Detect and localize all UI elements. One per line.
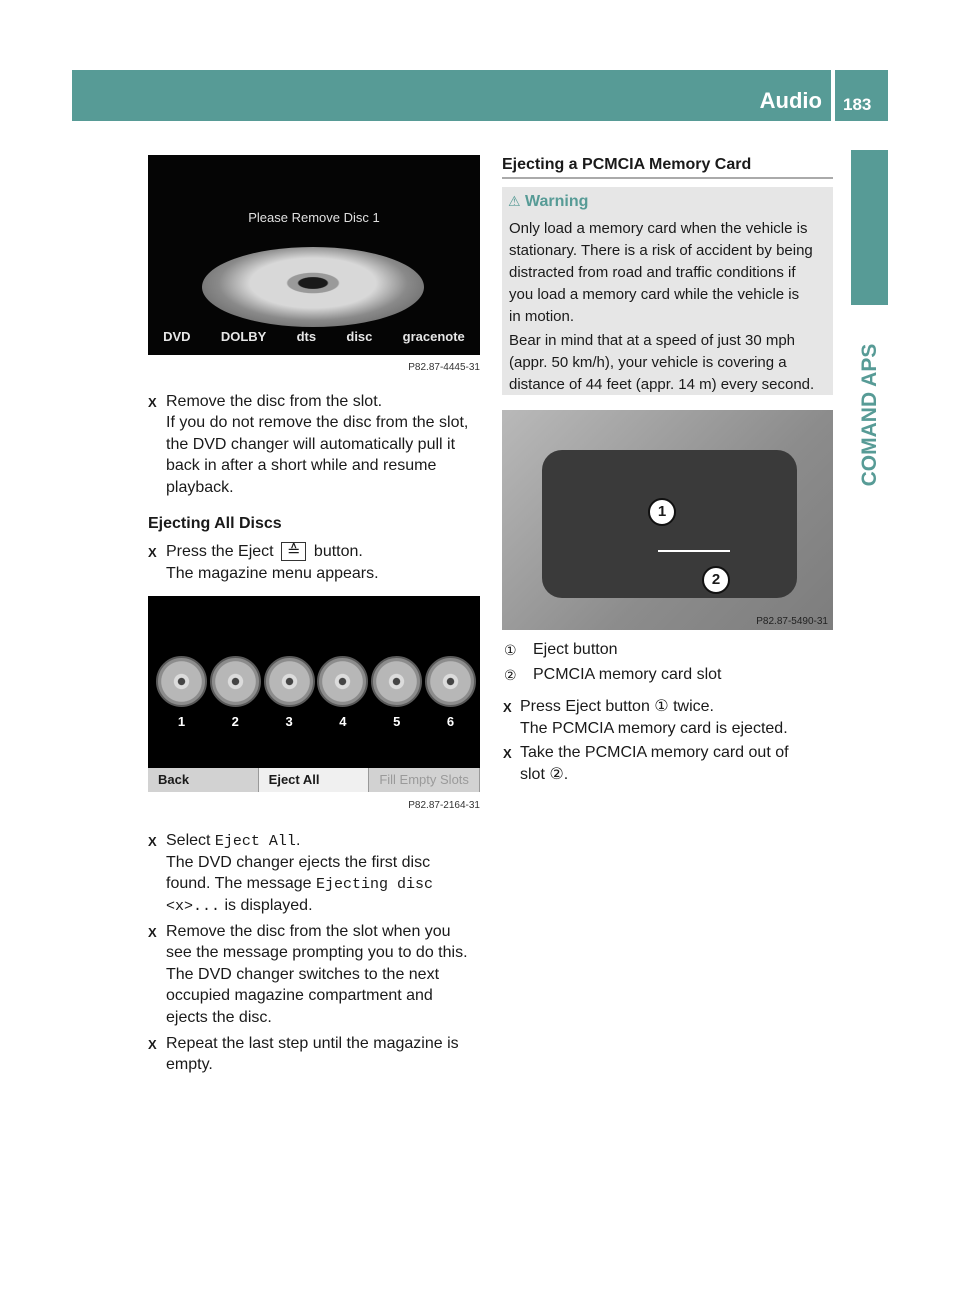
- warning-text: Only load a memory card when the vehicle is: [509, 220, 808, 237]
- step-text: If you do not remove the disc from the slot,: [166, 414, 469, 431]
- step-text: the DVD changer will automatically pull it: [166, 436, 456, 453]
- step-marker: X: [503, 700, 512, 715]
- legend-number-icon: ①: [504, 642, 517, 658]
- step-text: Remove the disc from the slot when you: [166, 923, 451, 940]
- step-marker: X: [148, 925, 157, 940]
- dts-logo: dts: [296, 328, 317, 344]
- step-text: The DVD changer switches to the next: [166, 966, 440, 983]
- remove-disc-screen-image: [148, 155, 480, 355]
- disc-graphic: [202, 247, 424, 327]
- heading-rule: [502, 177, 833, 179]
- dvd-logo: DVD: [163, 328, 191, 344]
- disc-slot-icon: [317, 656, 368, 707]
- warning-text: distance of 44 feet (appr. 14 m) every second.: [509, 376, 815, 393]
- warning-text: you load a memory card while the vehicle is: [509, 286, 800, 303]
- step-text: found. The message Ejecting disc: [166, 875, 434, 893]
- warning-title: Warning: [525, 193, 589, 210]
- slot-number: 5: [393, 714, 401, 729]
- section-heading: Ejecting a PCMCIA Memory Card: [502, 156, 752, 173]
- warning-text: in motion.: [509, 308, 575, 325]
- fill-empty-slots-button: Fill Empty Slots: [369, 768, 480, 792]
- step-text: playback.: [166, 479, 234, 496]
- figure-caption: P82.87-2164-31: [408, 800, 480, 811]
- warning-text: distracted from road and traffic conditions if: [509, 264, 796, 281]
- compact-disc-logo: disc: [346, 328, 373, 344]
- section-heading: Ejecting All Discs: [148, 515, 282, 532]
- header-separator: [831, 70, 835, 121]
- step-text: The PCMCIA memory card is ejected.: [520, 720, 788, 737]
- disc-slot-icon: [371, 656, 422, 707]
- step-marker: X: [148, 834, 157, 849]
- step-text: Select Eject All.: [166, 832, 301, 850]
- disc-slot-icon: [264, 656, 315, 707]
- slot-number: 2: [231, 714, 239, 729]
- step-text: empty.: [166, 1056, 213, 1073]
- screen-message: Please Remove Disc 1: [248, 210, 380, 225]
- dolby-logo: DOLBY: [220, 328, 267, 344]
- format-logos: [148, 317, 480, 355]
- slot-number: 1: [177, 714, 186, 729]
- magazine-menu-screen-image: [148, 596, 480, 792]
- eject-icon: ≙: [281, 542, 306, 561]
- section-tab: [851, 150, 888, 305]
- slot-indicator-line: [658, 550, 730, 552]
- page-number: 183: [843, 95, 872, 114]
- step-marker: X: [503, 746, 512, 761]
- console-panel: [542, 450, 797, 598]
- back-button: Back: [148, 768, 259, 792]
- step-text: <x>... is displayed.: [166, 897, 313, 915]
- legend-text: Eject button: [533, 641, 618, 658]
- disc-slot-icon: [210, 656, 261, 707]
- step-marker: X: [148, 1037, 157, 1052]
- section-label: COMAND APS: [857, 343, 881, 487]
- warning-text: stationary. There is a risk of accident by being: [509, 242, 813, 259]
- step-text: Press Eject button ① twice.: [520, 698, 714, 715]
- warning-icon: ⚠: [508, 193, 521, 209]
- figure-caption: P82.87-4445-31: [408, 362, 480, 373]
- step-text: back in after a short while and resume: [166, 457, 437, 474]
- step-text: The magazine menu appears.: [166, 565, 379, 582]
- disc-slot-icon: [425, 656, 476, 707]
- step-text: occupied magazine compartment and: [166, 987, 433, 1004]
- disc-slot-icon: [156, 656, 207, 707]
- eject-all-button: Eject All: [259, 768, 370, 792]
- slot-number: 4: [339, 714, 347, 729]
- page-title: Audio: [759, 88, 822, 113]
- legend-text: PCMCIA memory card slot: [533, 666, 722, 683]
- step-text: see the message prompting you to do this.: [166, 944, 468, 961]
- step-text: Press the Eject ≙ button.: [166, 543, 363, 560]
- gracenote-logo: gracenote: [402, 328, 465, 344]
- legend-number-icon: ②: [504, 667, 517, 683]
- slot-number: 6: [446, 714, 455, 729]
- step-marker: X: [148, 545, 157, 560]
- warning-text: (appr. 50 km/h), your vehicle is covering a: [509, 354, 787, 371]
- slot-number: 3: [285, 714, 293, 729]
- step-text: Take the PCMCIA memory card out of: [520, 744, 789, 761]
- step-text: Remove the disc from the slot.: [166, 393, 383, 410]
- step-text: slot ②.: [520, 766, 569, 783]
- step-text: ejects the disc.: [166, 1009, 272, 1026]
- callout-1: 1: [648, 498, 676, 526]
- step-text: The DVD changer ejects the first disc: [166, 854, 431, 871]
- callout-2: 2: [702, 566, 730, 594]
- warning-text: Bear in mind that at a speed of just 30 mph: [509, 332, 796, 349]
- step-text: Repeat the last step until the magazine is: [166, 1035, 459, 1052]
- step-marker: X: [148, 395, 157, 410]
- figure-caption: P82.87-5490-31: [756, 616, 828, 627]
